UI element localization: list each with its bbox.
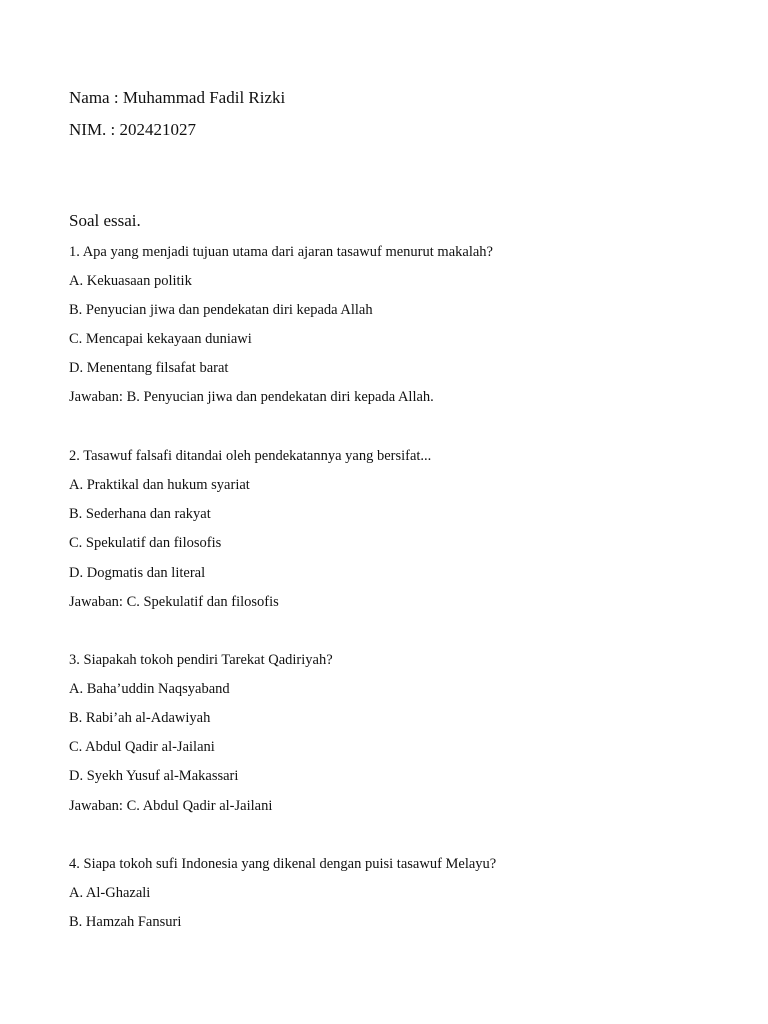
student-name: Nama : Muhammad Fadil Rizki	[69, 88, 286, 107]
question-3: 3. Siapakah tokoh pendiri Tarekat Qadiriyah?	[69, 652, 333, 668]
question-1-option-d: D. Menentang filsafat barat	[69, 360, 229, 376]
question-3-option-c: C. Abdul Qadir al-Jailani	[69, 739, 215, 755]
section-title: Soal essai.	[69, 211, 141, 230]
question-2-option-b: B. Sederhana dan rakyat	[69, 506, 211, 522]
question-1: 1. Apa yang menjadi tujuan utama dari ajaran tasawuf menurut makalah?	[69, 244, 493, 260]
question-2-option-c: C. Spekulatif dan filosofis	[69, 535, 222, 551]
question-3-option-a: A. Baha’uddin Naqsyaband	[69, 681, 230, 697]
question-4-option-b: B. Hamzah Fansuri	[69, 914, 182, 930]
question-3-answer: Jawaban: C. Abdul Qadir al-Jailani	[69, 798, 273, 814]
question-2-answer: Jawaban: C. Spekulatif dan filosofis	[69, 594, 279, 610]
question-4: 4. Siapa tokoh sufi Indonesia yang dikenal dengan puisi tasawuf Melayu?	[69, 856, 497, 872]
question-2: 2. Tasawuf falsafi ditandai oleh pendekatannya yang bersifat...	[69, 448, 432, 464]
question-1-option-a: A. Kekuasaan politik	[69, 273, 192, 289]
question-2-option-d: D. Dogmatis dan literal	[69, 565, 206, 581]
question-3-option-b: B. Rabi’ah al-Adawiyah	[69, 710, 211, 726]
question-1-answer: Jawaban: B. Penyucian jiwa dan pendekatan diri kepada Allah.	[69, 389, 434, 405]
student-nim: NIM. : 202421027	[69, 120, 197, 139]
question-1-option-b: B. Penyucian jiwa dan pendekatan diri kepada Allah	[69, 302, 373, 318]
question-2-option-a: A. Praktikal dan hukum syariat	[69, 477, 250, 493]
question-3-option-d: D. Syekh Yusuf al-Makassari	[69, 768, 239, 784]
question-1-option-c: C. Mencapai kekayaan duniawi	[69, 331, 252, 347]
question-4-option-a: A. Al-Ghazali	[69, 885, 151, 901]
